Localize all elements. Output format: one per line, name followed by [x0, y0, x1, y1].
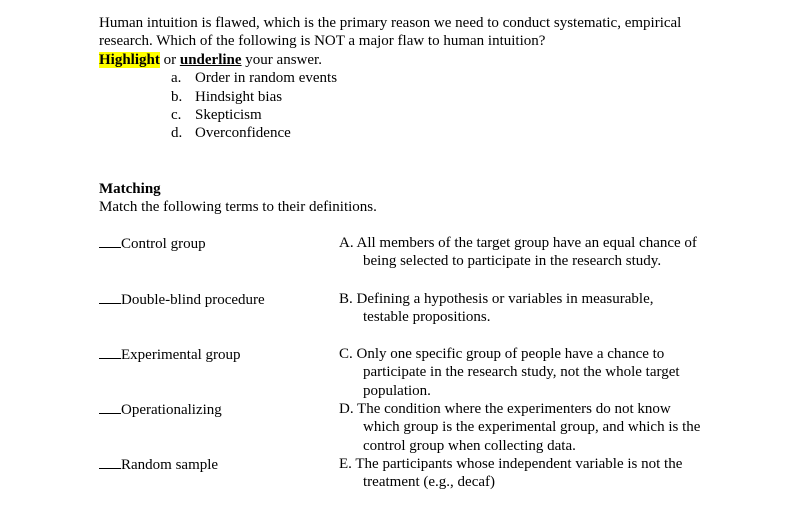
- option-d[interactable]: [171, 124, 291, 142]
- term-label: Control group: [121, 236, 206, 252]
- definition-d: [339, 400, 739, 455]
- option-a[interactable]: [171, 69, 337, 87]
- option-text: Order in random events: [195, 70, 338, 86]
- definition-line: treatment (e.g., decaf): [363, 474, 496, 491]
- answer-blank[interactable]: [99, 345, 121, 359]
- definition-line: being selected to participate in the research study.: [363, 253, 662, 270]
- answer-tail: your answer.: [241, 52, 322, 68]
- question-line-2: research. Which of the following is NOT a major flaw to human intuition?: [99, 33, 546, 49]
- definition-a: [339, 234, 739, 271]
- definition-line: which group is the experimental group, and which is the: [363, 419, 701, 436]
- term-label: Experimental group: [121, 347, 241, 363]
- or-word: or: [159, 52, 180, 68]
- term-row: [99, 290, 265, 309]
- definition-e: [339, 455, 739, 492]
- question-line-1: Human intuition is flawed, which is the primary reason we need to conduct systematic, empirical: [99, 15, 682, 31]
- underline-word: underline: [179, 52, 242, 68]
- option-letter: a.: [171, 70, 182, 86]
- option-text: Hindsight bias: [195, 89, 283, 105]
- term-row: [99, 234, 206, 253]
- term-row: [99, 345, 241, 364]
- answer-blank[interactable]: [99, 234, 121, 248]
- answer-blank[interactable]: [99, 400, 121, 414]
- answer-blank[interactable]: [99, 455, 121, 469]
- definition-c: [339, 345, 739, 400]
- highlight-word: Highlight: [99, 52, 160, 68]
- term-label: Random sample: [121, 457, 219, 473]
- matching-instructions: Match the following terms to their definitions.: [99, 199, 377, 215]
- definition-line: testable propositions.: [363, 309, 491, 326]
- term-label: Double-blind procedure: [121, 292, 265, 308]
- definition-line: population.: [363, 382, 431, 399]
- option-c[interactable]: [171, 106, 262, 124]
- definition-line: B. Defining a hypothesis or variables in measurable,: [339, 291, 654, 307]
- definition-line: A. All members of the target group have an equal chance of: [339, 235, 697, 251]
- option-letter: c.: [171, 107, 182, 123]
- option-letter: d.: [171, 125, 183, 141]
- matching-heading: Matching: [99, 181, 161, 197]
- option-text: Skepticism: [195, 107, 262, 123]
- term-row: [99, 400, 222, 419]
- term-label: Operationalizing: [121, 402, 222, 418]
- definition-line: control group when collecting data.: [363, 437, 576, 454]
- definition-line: C. Only one specific group of people have a chance to: [339, 346, 665, 362]
- answer-blank[interactable]: [99, 290, 121, 304]
- answer-instruction: [99, 51, 322, 69]
- definition-b: [339, 290, 739, 327]
- definition-line: E. The participants whose independent variable is not the: [339, 456, 683, 472]
- term-row: [99, 455, 218, 474]
- option-text: Overconfidence: [195, 125, 291, 141]
- option-b[interactable]: [171, 88, 282, 106]
- definition-line: participate in the research study, not the whole target: [363, 364, 680, 381]
- option-letter: b.: [171, 89, 183, 105]
- definition-line: D. The condition where the experimenters do not know: [339, 401, 671, 417]
